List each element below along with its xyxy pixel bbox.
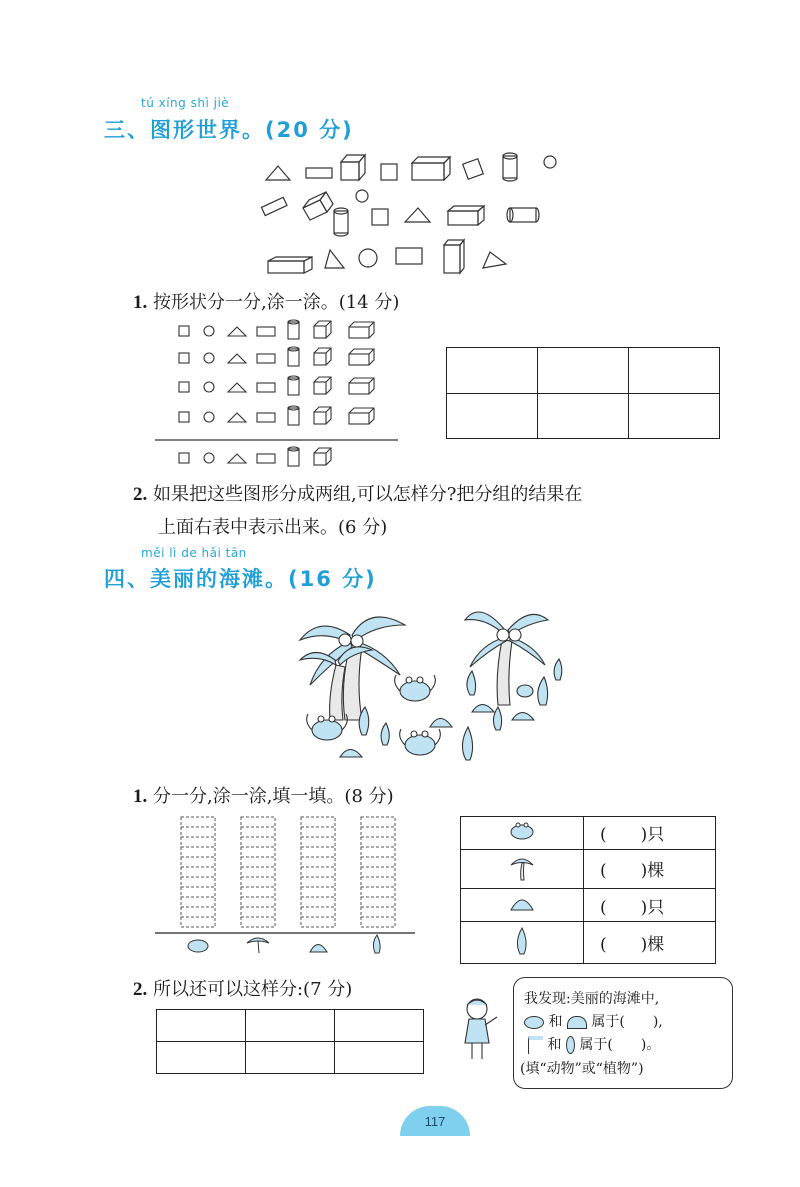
s4-q1-number: 1. xyxy=(133,786,148,807)
classification-cell[interactable] xyxy=(157,1010,246,1042)
shape-row-1 xyxy=(179,320,374,339)
crab-icon xyxy=(524,1016,544,1029)
s3-q1-text: 按形状分一分,涂一涂。(14 分) xyxy=(152,292,400,313)
count-unit: 只 xyxy=(647,825,665,846)
count-blank[interactable]: ( ) xyxy=(600,934,648,955)
crab-icon xyxy=(188,940,208,952)
item-cell xyxy=(461,889,584,922)
s3-q2-number: 2. xyxy=(133,484,148,505)
count-cell[interactable] xyxy=(584,921,716,963)
cube-shape xyxy=(341,155,365,180)
crab-icon xyxy=(507,820,537,842)
section4-pinyin: měi lì de hǎi tān xyxy=(141,546,247,560)
table-row xyxy=(461,817,716,850)
count-blank[interactable]: ( ) xyxy=(600,897,648,918)
s4-q2 xyxy=(133,975,352,1001)
s3-q2-line2: 上面右表中表示出来。(6 分) xyxy=(158,517,388,538)
table-row xyxy=(461,889,716,922)
grouping-cell[interactable] xyxy=(629,348,720,394)
palm-tree-icon xyxy=(300,617,405,720)
cube-shape xyxy=(303,192,333,220)
shell-icon xyxy=(472,705,494,713)
seaweed-icon xyxy=(373,935,380,953)
girl-illustration xyxy=(455,995,505,1065)
table-row xyxy=(461,849,716,889)
cylinder-shape xyxy=(503,153,517,181)
page-number: 117 xyxy=(400,1106,470,1136)
count-unit: 棵 xyxy=(647,861,665,882)
dashed-column xyxy=(181,817,215,927)
seaweed-icon xyxy=(554,659,562,680)
shell-icon xyxy=(430,719,452,728)
seaweed-icon xyxy=(538,677,548,705)
count-unit: 只 xyxy=(647,897,665,918)
crab-icon xyxy=(395,675,436,701)
shape-row-2 xyxy=(179,347,374,366)
square-shape xyxy=(463,159,484,180)
section3-title: 三、图形世界。(20 分) xyxy=(104,118,354,142)
square-shape xyxy=(372,209,388,225)
shell-icon xyxy=(567,1016,587,1029)
cuboid-shape xyxy=(448,206,484,225)
grouping-cell[interactable] xyxy=(447,348,538,394)
shape-label-row xyxy=(179,447,331,466)
seaweed-icon xyxy=(493,707,501,730)
rectangle-shape xyxy=(396,248,422,264)
shell-icon xyxy=(507,892,537,914)
bubble-line3 xyxy=(524,1034,660,1054)
bubble-line2-tail: 属于( ), xyxy=(591,1014,663,1030)
shape-row-3 xyxy=(179,376,374,395)
bubble-and: 和 xyxy=(547,1037,562,1053)
triangle-shape xyxy=(325,250,344,268)
circle-shape xyxy=(359,249,377,267)
s4-q2-text: 所以还可以这样分:(7 分) xyxy=(152,979,353,1000)
cuboid-shape xyxy=(444,240,464,273)
circle-shape xyxy=(544,156,556,168)
grouping-cell[interactable] xyxy=(629,393,720,439)
palm-tree-icon xyxy=(507,853,537,881)
seaweed-icon xyxy=(467,671,476,695)
grouping-cell[interactable] xyxy=(447,393,538,439)
s3-q2-line1: 如果把这些图形分成两组,可以怎样分?把分组的结果在 xyxy=(152,484,583,505)
classification-cell[interactable] xyxy=(335,1042,424,1074)
classification-cell[interactable] xyxy=(246,1010,335,1042)
dashed-column xyxy=(361,817,395,927)
palm-tree-icon xyxy=(247,938,269,953)
table-row xyxy=(461,921,716,963)
bubble-line2 xyxy=(524,1011,663,1031)
palm-tree-icon xyxy=(528,1036,543,1054)
speech-bubble xyxy=(513,977,733,1089)
count-cell[interactable] xyxy=(584,889,716,922)
shapes-illustration xyxy=(0,0,800,300)
beach-coloring-grid[interactable] xyxy=(155,815,425,955)
classification-cell[interactable] xyxy=(157,1042,246,1074)
circle-shape xyxy=(356,190,368,202)
item-cell xyxy=(461,817,584,850)
seaweed-icon xyxy=(507,925,537,955)
triangle-shape xyxy=(266,166,290,180)
bubble-and: 和 xyxy=(548,1014,563,1030)
item-cell xyxy=(461,849,584,889)
s3-q1-number: 1. xyxy=(133,292,148,313)
classification-cell[interactable] xyxy=(335,1010,424,1042)
s3-q1 xyxy=(133,288,399,314)
bubble-line3-tail: 属于( )。 xyxy=(579,1037,661,1053)
square-shape xyxy=(381,164,397,180)
bubble-line4: (填“动物”或“植物”) xyxy=(520,1061,644,1077)
count-blank[interactable]: ( ) xyxy=(600,825,648,846)
cylinder-lying-shape xyxy=(507,208,539,222)
count-unit: 棵 xyxy=(647,934,665,955)
grouping-cell[interactable] xyxy=(538,348,629,394)
shell-icon xyxy=(340,750,362,758)
cuboid-shape xyxy=(268,257,312,273)
triangle-shape xyxy=(405,208,430,222)
cylinder-shape xyxy=(334,208,348,236)
section3-pinyin: tú xíng shì jiè xyxy=(141,96,230,110)
item-cell xyxy=(461,921,584,963)
shell-icon xyxy=(310,945,327,953)
dashed-column xyxy=(301,817,335,927)
s4-q2-number: 2. xyxy=(133,979,148,1000)
shape-row-4 xyxy=(179,406,374,425)
seaweed-icon xyxy=(462,727,472,760)
grouping-cell[interactable] xyxy=(538,393,629,439)
beach-illustration xyxy=(0,595,800,795)
classification-cell[interactable] xyxy=(246,1042,335,1074)
crab-icon xyxy=(517,685,533,697)
rectangle-shape xyxy=(261,197,287,215)
dashed-column xyxy=(241,817,275,927)
count-table xyxy=(460,816,716,964)
section4-title: 四、美丽的海滩。(16 分) xyxy=(104,567,377,591)
triangle-shape xyxy=(483,252,506,268)
s4-q1 xyxy=(133,782,394,808)
palm-tree-icon xyxy=(465,612,548,705)
s4-q1-text: 分一分,涂一涂,填一填。(8 分) xyxy=(152,786,394,807)
grouping-table[interactable] xyxy=(446,347,720,439)
count-blank[interactable]: ( ) xyxy=(600,861,648,882)
s3-q2 xyxy=(133,480,582,506)
cuboid-shape xyxy=(412,157,450,180)
shell-icon xyxy=(512,713,534,721)
seaweed-icon xyxy=(381,723,389,745)
rectangle-shape xyxy=(306,168,332,178)
bubble-line1: 我发现:美丽的海滩中, xyxy=(524,991,660,1007)
classification-table[interactable] xyxy=(156,1009,424,1074)
count-cell[interactable] xyxy=(584,817,716,850)
seaweed-icon xyxy=(566,1036,575,1054)
shape-coloring-grid[interactable] xyxy=(150,318,450,478)
crab-icon xyxy=(400,729,441,755)
count-cell[interactable] xyxy=(584,849,716,889)
